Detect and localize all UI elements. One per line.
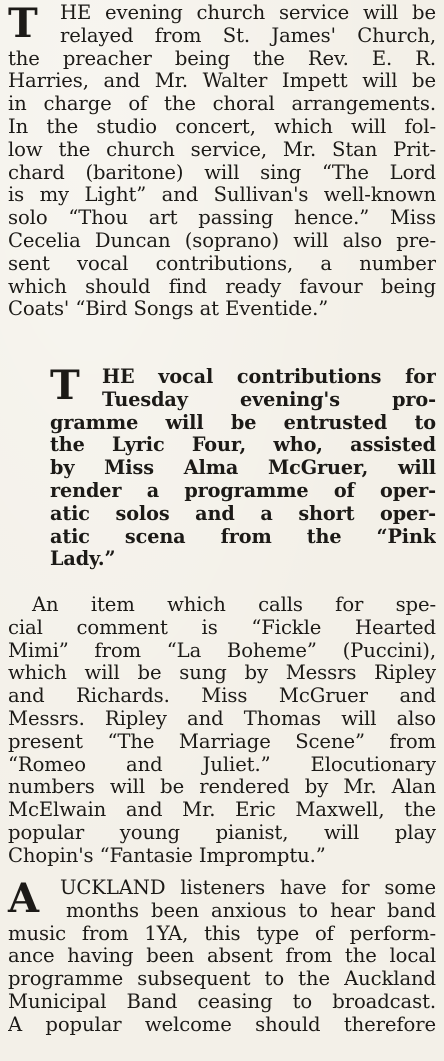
text-line: McElwain and Mr. Eric Maxwell, the xyxy=(8,799,436,822)
text-line: Chopin's “Fantasie Impromptu.” xyxy=(8,844,326,867)
text-line: sent vocal contributions, a number xyxy=(8,252,436,275)
text-line: ance having been absent from the local xyxy=(8,945,436,968)
text-line: the preacher being the Rev. E. R. xyxy=(8,47,436,70)
paragraph-special-items xyxy=(8,594,436,868)
text-line: HE evening church service will be xyxy=(60,2,436,24)
text-line: Coats' “Bird Songs at Eventide.” xyxy=(8,298,329,321)
paragraph-church-service xyxy=(8,2,436,321)
text-line: Mimi” from “La Boheme” (Puccini), xyxy=(8,639,436,662)
text-line: HE vocal contributions for xyxy=(102,366,436,388)
text-line: in charge of the choral arrangements. xyxy=(8,93,436,116)
text-line: An item which calls for spe- xyxy=(32,594,436,616)
text-line: A popular welcome should therefore xyxy=(8,1013,436,1036)
text-line: Harries, and Mr. Walter Impett will be xyxy=(8,70,436,93)
paragraph-tuesday-programme xyxy=(50,362,436,571)
text-line: and Richards. Miss McGruer and xyxy=(8,685,436,708)
paragraph-auckland-band xyxy=(8,877,436,1037)
text-line: Lady.” xyxy=(50,548,116,571)
drop-cap: A xyxy=(8,875,39,922)
text-line: is my Light” and Sullivan's well-known xyxy=(8,184,436,207)
text-line: UCKLAND listeners have for some xyxy=(60,877,436,899)
text-line: low the church service, Mr. Stan Prit- xyxy=(8,138,436,161)
text-line: Cecelia Duncan (soprano) will also pre- xyxy=(8,229,436,252)
text-line: chard (baritone) will sing “The Lord xyxy=(8,161,436,184)
text-line: solo “Thou art passing hence.” Miss xyxy=(8,207,436,230)
text-line: popular young pianist, will play xyxy=(8,821,436,844)
text-line: present “The Marriage Scene” from xyxy=(8,730,436,753)
text-line: render a programme of oper- xyxy=(50,479,436,502)
text-line: by Miss Alma McGruer, will xyxy=(50,457,436,480)
text-line: atic scena from the “Pink xyxy=(50,525,436,548)
text-line: relayed from St. James' Church, xyxy=(60,24,436,47)
text-line: which should find ready favour being xyxy=(8,275,436,298)
text-line: In the studio concert, which will fol- xyxy=(8,115,436,138)
text-line: cial comment is “Fickle Hearted xyxy=(8,616,436,639)
drop-cap: T xyxy=(8,0,38,47)
text-line: the Lyric Four, who, assisted xyxy=(50,434,436,457)
drop-cap: T xyxy=(50,362,80,409)
text-line: atic solos and a short oper- xyxy=(50,502,436,525)
text-line: Messrs. Ripley and Thomas will also xyxy=(8,707,436,730)
text-line: Municipal Band ceasing to broadcast. xyxy=(8,990,436,1013)
text-line: which will be sung by Messrs Ripley xyxy=(8,662,436,685)
text-line: programme subsequent to the Auckland xyxy=(8,968,436,991)
text-line: numbers will be rendered by Mr. Alan xyxy=(8,776,436,799)
text-line: gramme will be entrusted to xyxy=(50,411,436,434)
text-line: Tuesday evening's pro- xyxy=(102,388,436,411)
text-line: music from 1YA, this type of perform- xyxy=(8,922,436,945)
text-line: “Romeo and Juliet.” Elocutionary xyxy=(8,753,436,776)
text-line: months been anxious to hear band xyxy=(66,899,436,922)
